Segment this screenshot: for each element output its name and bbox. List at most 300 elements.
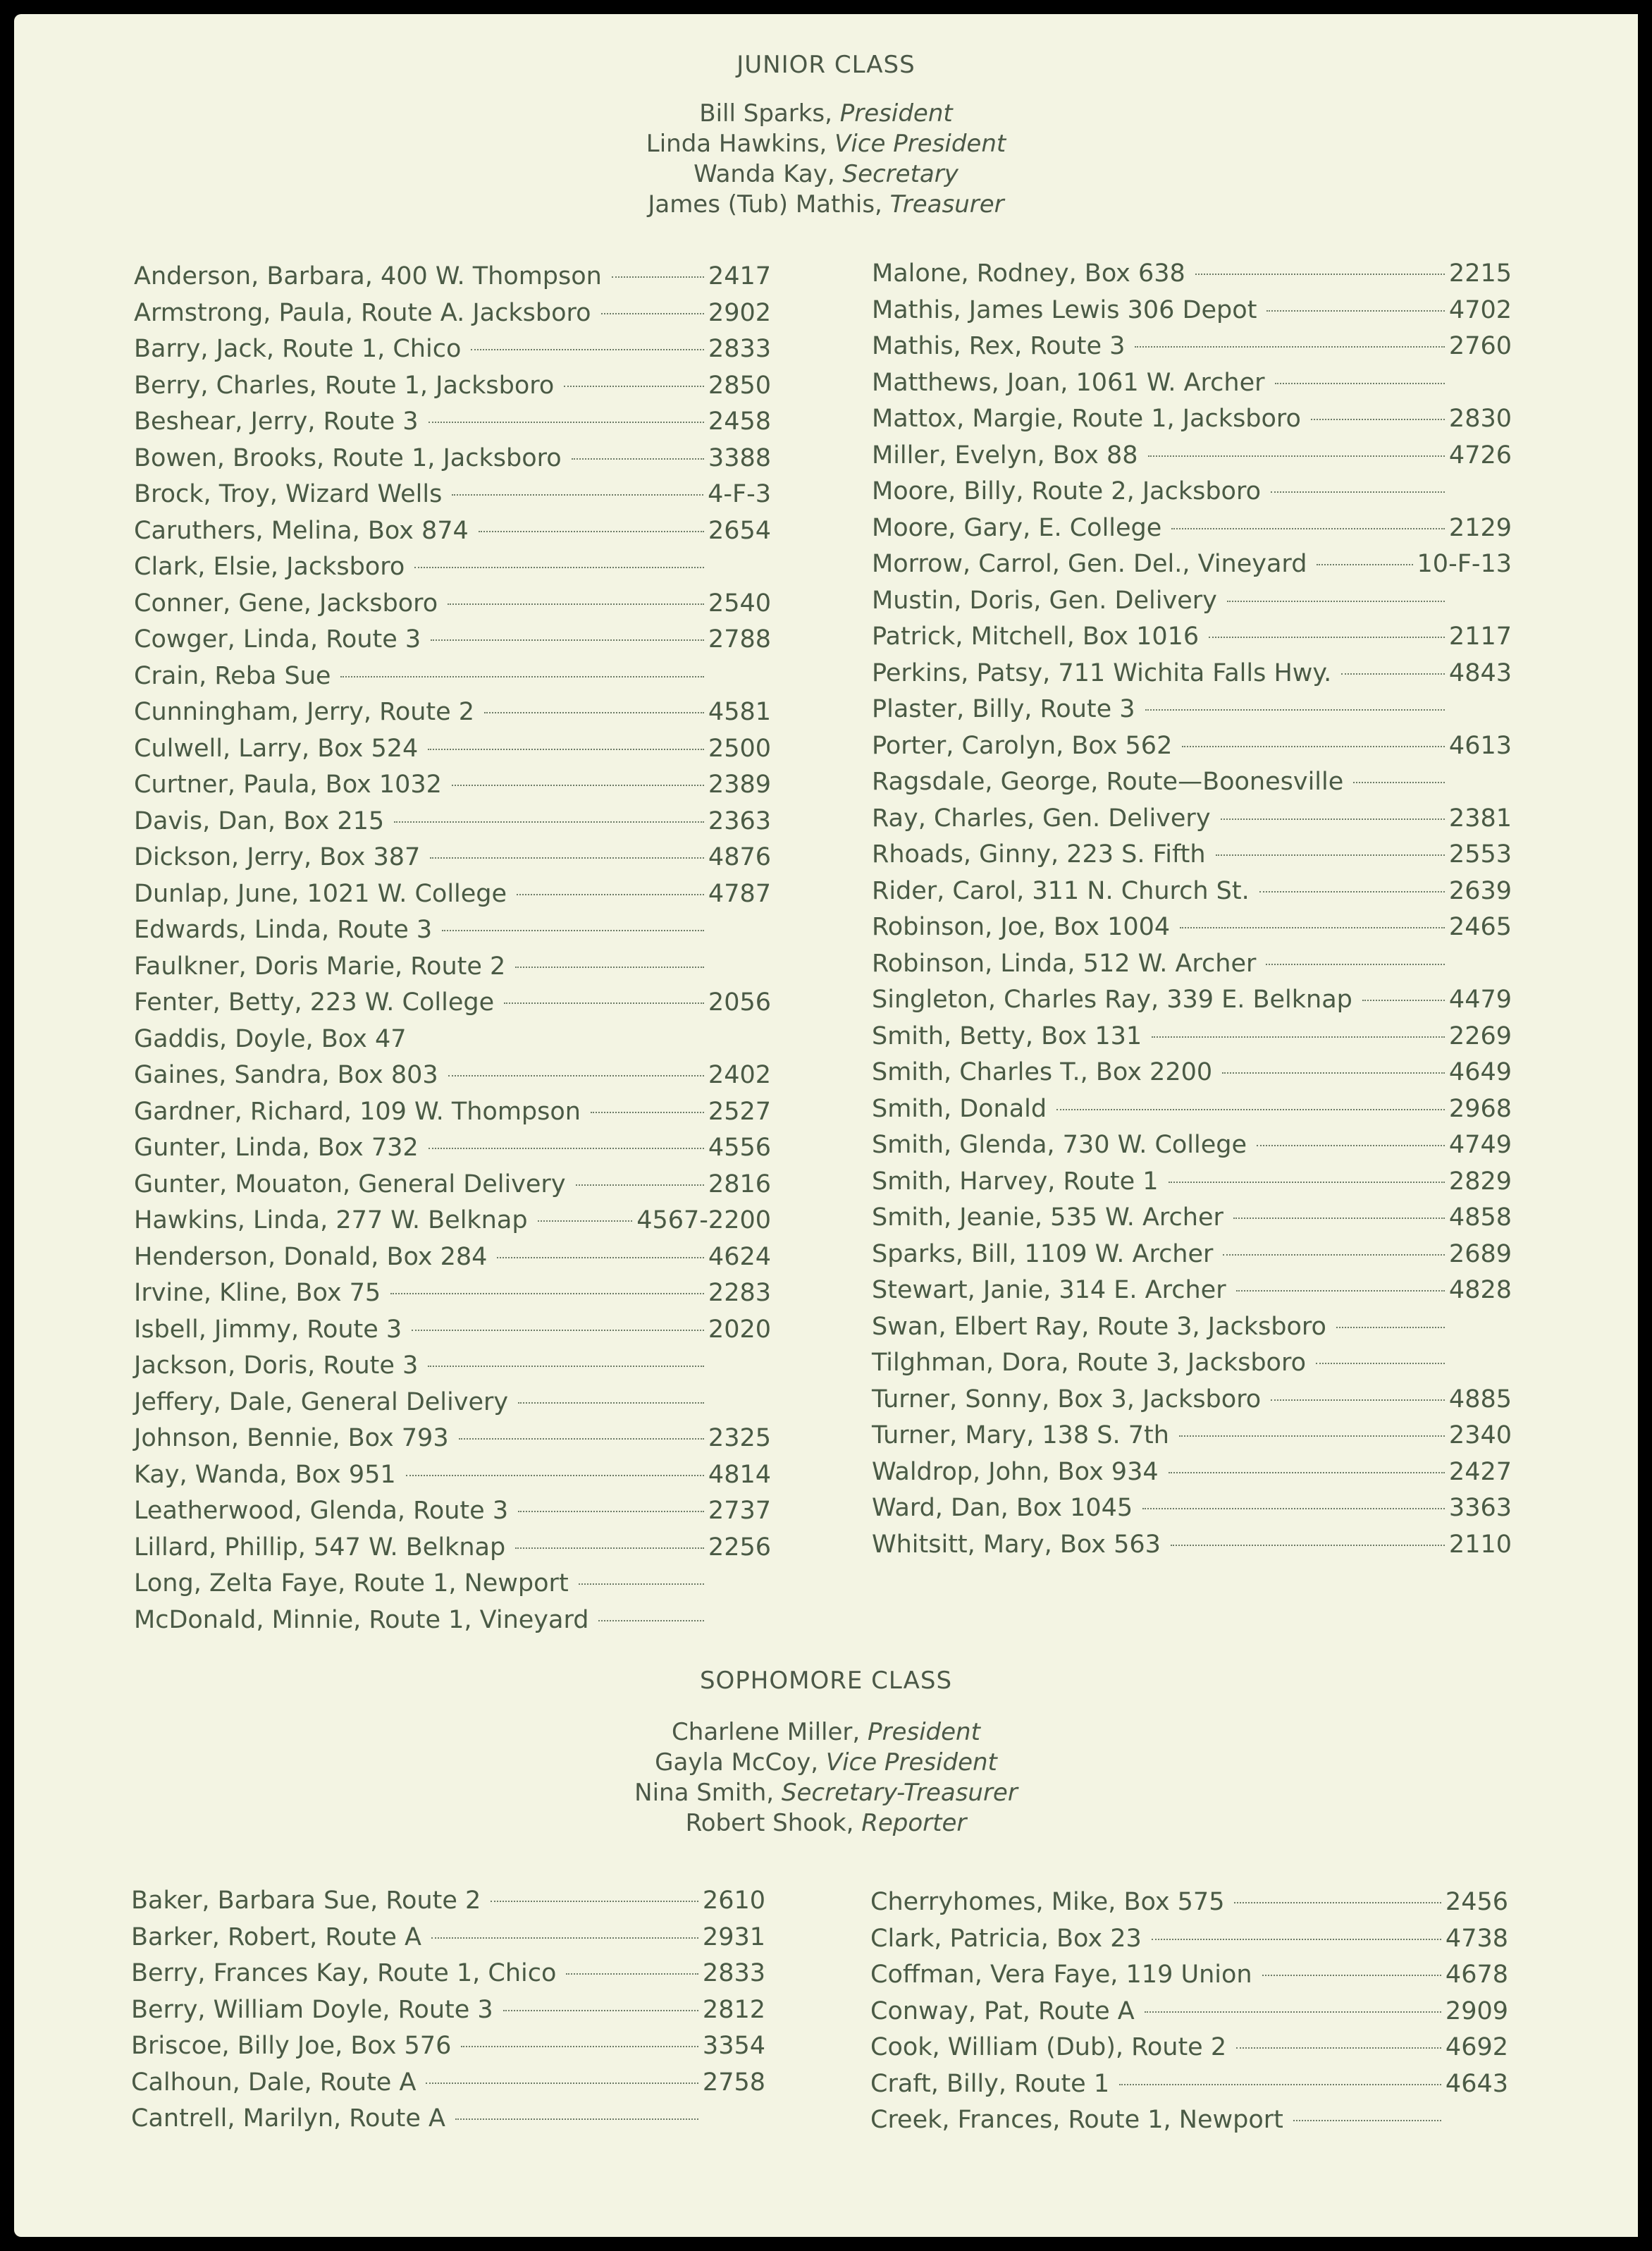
- dot-leader: [442, 930, 704, 931]
- junior-left-column: [134, 259, 771, 1638]
- directory-entry: [134, 731, 771, 768]
- directory-entry: [872, 1019, 1512, 1055]
- directory-entry: [134, 1130, 771, 1167]
- entry-phone: 2553: [1448, 840, 1512, 869]
- entry-phone: 2689: [1448, 1239, 1512, 1268]
- entry-phone: 2056: [708, 988, 771, 1017]
- dot-leader: [1353, 782, 1445, 783]
- entry-phone: 4556: [708, 1134, 771, 1162]
- directory-entry: [131, 2028, 765, 2065]
- entry-name-address: Miller, Evelyn, Box 88: [872, 441, 1138, 470]
- entry-name-address: Cook, William (Dub), Route 2: [870, 2033, 1227, 2061]
- dot-leader: [1271, 491, 1445, 493]
- entry-phone: 2458: [708, 407, 771, 436]
- officer-line: [0, 1748, 1652, 1778]
- entry-name-address: Hawkins, Linda, 277 W. Belknap: [134, 1206, 528, 1234]
- entry-name-address: Ragsdale, George, Route—Boonesville: [872, 768, 1344, 796]
- entry-name-address: Cherryhomes, Mike, Box 575: [870, 1888, 1225, 1916]
- directory-entry: [134, 477, 771, 513]
- directory-entry: [872, 474, 1512, 510]
- entry-phone: 2639: [1448, 876, 1512, 905]
- entry-name-address: Whitsitt, Mary, Box 563: [872, 1530, 1161, 1559]
- dot-leader: [426, 2083, 698, 2084]
- dot-leader: [591, 1112, 704, 1113]
- directory-entry: [131, 1992, 765, 2029]
- entry-name-address: Beshear, Jerry, Route 3: [134, 407, 419, 436]
- entry-phone: 2833: [702, 1959, 765, 1987]
- entry-phone: 2758: [702, 2068, 765, 2097]
- dot-leader: [1145, 2011, 1441, 2013]
- entry-name-address: Perkins, Patsy, 711 Wichita Falls Hwy.: [872, 658, 1332, 687]
- dot-leader: [1316, 1363, 1445, 1364]
- entry-name-address: Berry, William Doyle, Route 3: [131, 1995, 493, 2024]
- directory-entry: [134, 1421, 771, 1457]
- entry-name-address: Cantrell, Marilyn, Route A: [131, 2104, 445, 2133]
- dot-leader: [1336, 1327, 1445, 1328]
- directory-entry: [134, 259, 771, 295]
- officer-line: [0, 190, 1652, 220]
- entry-phone: 3388: [708, 443, 771, 472]
- directory-entry: [872, 401, 1512, 438]
- officer-role: Reporter: [861, 1809, 967, 1837]
- dot-leader: [1216, 854, 1445, 856]
- entry-phone: 4692: [1445, 2033, 1508, 2061]
- dot-leader: [601, 313, 704, 314]
- entry-name-address: Ray, Charles, Gen. Delivery: [872, 804, 1211, 833]
- entry-phone: 4643: [1445, 2069, 1508, 2098]
- entry-phone: 2363: [708, 806, 771, 835]
- entry-name-address: Conway, Pat, Route A: [870, 1997, 1135, 2025]
- entry-phone: 4787: [708, 879, 771, 908]
- entry-name-address: Rhoads, Ginny, 223 S. Fifth: [872, 840, 1206, 869]
- entry-name-address: Stewart, Janie, 314 E. Archer: [872, 1276, 1226, 1304]
- entry-phone: 2340: [1448, 1421, 1512, 1449]
- entry-name-address: Brock, Troy, Wizard Wells: [134, 480, 443, 508]
- entry-name-address: Kay, Wanda, Box 951: [134, 1460, 396, 1489]
- entry-phone: 2540: [708, 589, 771, 618]
- entry-phone: 2129: [1448, 513, 1512, 542]
- entry-name-address: Rider, Carol, 311 N. Church St.: [872, 876, 1250, 905]
- dot-leader: [448, 1075, 704, 1077]
- entry-phone: 4828: [1448, 1276, 1512, 1304]
- directory-entry: [134, 804, 771, 840]
- dot-leader: [1271, 1399, 1445, 1401]
- entry-name-address: Craft, Billy, Route 1: [870, 2069, 1110, 2098]
- directory-entry: [872, 764, 1512, 801]
- entry-name-address: Tilghman, Dora, Route 3, Jacksboro: [872, 1349, 1307, 1377]
- sophomore-left-column: [131, 1883, 765, 2137]
- entry-name-address: Caruthers, Melina, Box 874: [134, 516, 469, 545]
- entry-name-address: Smith, Glenda, 730 W. College: [872, 1131, 1247, 1159]
- entry-phone: 2456: [1445, 1888, 1508, 1916]
- officer-role: Secretary: [842, 160, 958, 188]
- entry-phone: 2829: [1448, 1167, 1512, 1196]
- directory-entry: [872, 982, 1512, 1019]
- dot-leader: [429, 422, 704, 423]
- directory-entry: [870, 2066, 1508, 2103]
- dot-leader: [455, 2118, 698, 2120]
- dot-leader: [428, 1366, 704, 1367]
- entry-name-address: Turner, Sonny, Box 3, Jacksboro: [872, 1385, 1262, 1413]
- sophomore-right-column: [870, 1884, 1508, 2139]
- dot-leader: [1362, 1000, 1445, 1001]
- entry-name-address: Barry, Jack, Route 1, Chico: [134, 335, 462, 363]
- officer-role: President: [839, 99, 953, 128]
- entry-name-address: Briscoe, Billy Joe, Box 576: [131, 2032, 452, 2060]
- directory-entry: [134, 441, 771, 477]
- entry-name-address: Conner, Gene, Jacksboro: [134, 589, 438, 618]
- dot-leader: [566, 1973, 698, 1975]
- directory-entry: [134, 295, 771, 332]
- entry-phone: 2527: [708, 1097, 771, 1126]
- dot-leader: [1221, 818, 1445, 820]
- directory-entry: [870, 1884, 1508, 1921]
- dot-leader: [1119, 2084, 1441, 2085]
- dot-leader: [1275, 383, 1445, 384]
- dot-leader: [452, 494, 703, 496]
- directory-entry: [870, 2102, 1508, 2139]
- entry-name-address: Malone, Rodney, Box 638: [872, 259, 1185, 288]
- directory-entry: [872, 873, 1512, 910]
- dot-leader: [503, 2010, 698, 2011]
- dot-leader: [1259, 891, 1445, 893]
- dot-leader: [1341, 673, 1445, 675]
- officer-role: Vice President: [825, 1748, 997, 1777]
- officer-line: [0, 1808, 1652, 1839]
- entry-name-address: Moore, Billy, Route 2, Jacksboro: [872, 477, 1262, 505]
- entry-name-address: Anderson, Barbara, 400 W. Thompson: [134, 262, 602, 290]
- directory-entry: [872, 1164, 1512, 1201]
- entry-phone: 4479: [1448, 986, 1512, 1014]
- dot-leader: [1227, 601, 1445, 602]
- entry-name-address: Fenter, Betty, 223 W. College: [134, 988, 495, 1017]
- officer-name: Robert Shook,: [685, 1809, 854, 1837]
- dot-leader: [515, 967, 704, 968]
- entry-phone: 2389: [708, 771, 771, 799]
- dot-leader: [429, 1148, 704, 1149]
- directory-entry: [872, 546, 1512, 583]
- entry-phone: 3363: [1448, 1494, 1512, 1522]
- entry-name-address: Cunningham, Jerry, Route 2: [134, 698, 475, 726]
- dot-leader: [1223, 1254, 1445, 1256]
- entry-phone: 2269: [1448, 1022, 1512, 1050]
- entry-phone: 4702: [1448, 295, 1512, 324]
- dot-leader: [1182, 746, 1445, 747]
- entry-name-address: Mathis, Rex, Route 3: [872, 332, 1126, 360]
- directory-entry: [134, 1493, 771, 1530]
- entry-phone: 2788: [708, 625, 771, 654]
- directory-entry: [134, 767, 771, 804]
- directory-entry: [872, 728, 1512, 765]
- directory-entry: [872, 1272, 1512, 1309]
- dot-leader: [484, 712, 704, 713]
- dot-leader: [497, 1257, 703, 1258]
- directory-entry: [872, 1200, 1512, 1237]
- entry-phone: 4613: [1448, 731, 1512, 760]
- entry-name-address: Smith, Jeanie, 535 W. Archer: [872, 1203, 1223, 1232]
- dot-leader: [1142, 1508, 1445, 1509]
- entry-name-address: Dickson, Jerry, Box 387: [134, 843, 421, 871]
- directory-entry: [134, 1239, 771, 1276]
- entry-phone: 2850: [708, 371, 771, 400]
- dot-leader: [538, 1220, 633, 1222]
- sophomore-officers: [0, 1717, 1652, 1839]
- entry-phone: 2325: [708, 1424, 771, 1452]
- entry-name-address: Armstrong, Paula, Route A. Jacksboro: [134, 298, 591, 327]
- directory-entry: [872, 1237, 1512, 1273]
- officer-role: Vice President: [834, 130, 1006, 158]
- entry-name-address: Calhoun, Dale, Route A: [131, 2068, 417, 2097]
- dot-leader: [598, 1620, 704, 1621]
- entry-name-address: Waldrop, John, Box 934: [872, 1457, 1159, 1486]
- dot-leader: [471, 349, 704, 350]
- directory-entry: [131, 2101, 765, 2137]
- dot-leader: [1169, 1182, 1445, 1183]
- entry-phone: 2902: [708, 298, 771, 327]
- dot-leader: [1234, 1902, 1441, 1903]
- entry-phone: 4749: [1448, 1131, 1512, 1159]
- officer-line: [0, 129, 1652, 159]
- entry-name-address: Clark, Patricia, Box 23: [870, 1924, 1142, 1953]
- directory-entry: [131, 1883, 765, 1920]
- directory-entry: [870, 2030, 1508, 2066]
- entry-phone: 2812: [702, 1995, 765, 2024]
- dot-leader: [1152, 1939, 1441, 1940]
- entry-name-address: Davis, Dan, Box 215: [134, 806, 385, 835]
- entry-name-address: Smith, Harvey, Route 1: [872, 1167, 1159, 1196]
- entry-phone: 2816: [708, 1170, 771, 1198]
- entry-name-address: Henderson, Donald, Box 284: [134, 1242, 488, 1271]
- dot-leader: [518, 1402, 704, 1404]
- entry-name-address: Coffman, Vera Faye, 119 Union: [870, 1961, 1252, 1989]
- officer-line: [0, 159, 1652, 190]
- dot-leader: [1236, 2047, 1441, 2049]
- directory-entry: [134, 368, 771, 405]
- dot-leader: [428, 749, 704, 750]
- directory-entry: [872, 801, 1512, 838]
- directory-entry: [134, 1167, 771, 1203]
- dot-leader: [1180, 927, 1445, 928]
- directory-entry: [872, 837, 1512, 873]
- entry-name-address: Gunter, Mouaton, General Delivery: [134, 1170, 566, 1198]
- entry-name-address: Johnson, Bennie, Box 793: [134, 1424, 449, 1452]
- entry-name-address: Gardner, Richard, 109 W. Thompson: [134, 1097, 581, 1126]
- directory-entry: [134, 586, 771, 622]
- entry-name-address: Smith, Charles T., Box 2200: [872, 1058, 1213, 1086]
- dot-leader: [430, 857, 704, 859]
- directory-entry: [872, 1345, 1512, 1382]
- directory-entry: [872, 510, 1512, 547]
- dot-leader: [504, 1002, 704, 1004]
- directory-entry: [134, 1457, 771, 1494]
- directory-entry: [872, 329, 1512, 365]
- dot-leader: [479, 531, 704, 532]
- directory-entry: [872, 1309, 1512, 1346]
- entry-name-address: Robinson, Joe, Box 1004: [872, 913, 1171, 941]
- directory-entry: [872, 583, 1512, 620]
- directory-entry: [134, 1022, 771, 1058]
- entry-name-address: Smith, Donald: [872, 1094, 1047, 1123]
- entry-name-address: Barker, Robert, Route A: [131, 1922, 421, 1951]
- directory-entry: [872, 1418, 1512, 1454]
- entry-name-address: Porter, Carolyn, Box 562: [872, 731, 1173, 760]
- entry-phone: 4858: [1448, 1203, 1512, 1232]
- entry-name-address: Patrick, Mitchell, Box 1016: [872, 622, 1200, 651]
- dot-leader: [612, 276, 704, 278]
- directory-entry: [134, 840, 771, 876]
- dot-leader: [518, 1511, 704, 1512]
- dot-leader: [1148, 455, 1445, 457]
- officer-name: Linda Hawkins,: [646, 130, 827, 158]
- officer-name: James (Tub) Mathis,: [648, 190, 882, 219]
- dot-leader: [572, 458, 704, 460]
- directory-entry: [872, 1091, 1512, 1128]
- dot-leader: [412, 1330, 704, 1331]
- entry-phone: 4814: [708, 1460, 771, 1489]
- entry-phone: 4678: [1445, 1961, 1508, 1989]
- entry-name-address: Curtner, Paula, Box 1032: [134, 771, 442, 799]
- directory-entry: [134, 1385, 771, 1421]
- directory-entry: [134, 1057, 771, 1094]
- directory-entry: [872, 909, 1512, 946]
- entry-name-address: Moore, Gary, E. College: [872, 513, 1162, 542]
- entry-name-address: Gaddis, Doyle, Box 47: [134, 1024, 407, 1053]
- entry-phone: 4843: [1448, 658, 1512, 687]
- entry-name-address: Lillard, Phillip, 547 W. Belknap: [134, 1533, 506, 1562]
- entry-name-address: Ward, Dan, Box 1045: [872, 1494, 1133, 1522]
- dot-leader: [452, 785, 704, 786]
- entry-name-address: Smith, Betty, Box 131: [872, 1022, 1142, 1050]
- entry-name-address: Long, Zelta Faye, Route 1, Newport: [134, 1569, 569, 1597]
- directory-entry: [872, 1490, 1512, 1527]
- officer-name: Charlene Miller,: [672, 1718, 861, 1746]
- directory-entry: [131, 1956, 765, 1992]
- dot-leader: [1311, 419, 1445, 420]
- directory-entry: [134, 985, 771, 1022]
- directory-entry: [872, 946, 1512, 983]
- entry-phone: 4-F-3: [708, 480, 771, 508]
- directory-entry: [134, 331, 771, 368]
- entry-phone: 2427: [1448, 1457, 1512, 1486]
- entry-name-address: Jackson, Doris, Route 3: [134, 1351, 419, 1380]
- dot-leader: [1171, 528, 1445, 529]
- directory-entry: [872, 1127, 1512, 1164]
- directory-entry: [872, 1527, 1512, 1564]
- dot-leader: [576, 1184, 704, 1186]
- entry-phone: 2833: [708, 335, 771, 363]
- entry-name-address: Jeffery, Dale, General Delivery: [134, 1387, 509, 1416]
- dot-leader: [564, 386, 704, 387]
- directory-entry: [872, 1055, 1512, 1091]
- directory-entry: [134, 876, 771, 913]
- sophomore-class-heading: SOPHOMORE CLASS: [699, 1667, 953, 1695]
- dot-leader: [1262, 1975, 1441, 1976]
- entry-phone: 2417: [708, 262, 771, 290]
- dot-leader: [340, 676, 704, 677]
- entry-phone: 2402: [708, 1061, 771, 1089]
- entry-name-address: Faulkner, Doris Marie, Route 2: [134, 952, 506, 981]
- officer-role: Treasurer: [889, 190, 1004, 219]
- entry-name-address: Crain, Reba Sue: [134, 661, 331, 690]
- officer-line: [0, 99, 1652, 129]
- dot-leader: [1209, 637, 1445, 638]
- entry-phone: 2610: [702, 1887, 765, 1915]
- entry-phone: 2760: [1448, 332, 1512, 360]
- directory-entry: [134, 1348, 771, 1385]
- directory-entry: [134, 658, 771, 695]
- officer-line: [0, 1778, 1652, 1808]
- dot-leader: [394, 821, 704, 823]
- dot-leader: [1236, 1290, 1445, 1292]
- directory-entry: [134, 622, 771, 658]
- entry-name-address: Gunter, Linda, Box 732: [134, 1134, 419, 1162]
- entry-phone: 2654: [708, 516, 771, 545]
- entry-name-address: Cowger, Linda, Route 3: [134, 625, 421, 654]
- entry-phone: 2968: [1448, 1094, 1512, 1123]
- directory-entry: [134, 549, 771, 586]
- entry-name-address: Clark, Elsie, Jacksboro: [134, 553, 405, 581]
- dot-leader: [461, 2046, 698, 2047]
- entry-phone: 3354: [702, 2032, 765, 2060]
- entry-phone: 4726: [1448, 441, 1512, 470]
- entry-phone: 2110: [1448, 1530, 1512, 1559]
- directory-entry: [134, 1312, 771, 1349]
- directory-entry: [134, 1566, 771, 1602]
- entry-phone: 2909: [1445, 1997, 1508, 2025]
- directory-entry: [870, 1921, 1508, 1958]
- officer-role: Secretary-Treasurer: [781, 1779, 1018, 1807]
- entry-phone: 4885: [1448, 1385, 1512, 1413]
- dot-leader: [1056, 1109, 1445, 1110]
- entry-phone: 2215: [1448, 259, 1512, 288]
- entry-phone: 4649: [1448, 1058, 1512, 1086]
- directory-entry: [872, 692, 1512, 728]
- directory-entry: [872, 1382, 1512, 1418]
- directory-entry: [134, 1094, 771, 1131]
- officer-name: Wanda Kay,: [694, 160, 835, 188]
- entry-name-address: Turner, Mary, 138 S. 7th: [872, 1421, 1169, 1449]
- entry-name-address: Irvine, Kline, Box 75: [134, 1279, 381, 1307]
- dot-leader: [1135, 346, 1445, 348]
- directory-entry: [134, 912, 771, 949]
- dot-leader: [448, 603, 704, 605]
- junior-class-heading: JUNIOR CLASS: [736, 51, 916, 79]
- entry-name-address: Gaines, Sandra, Box 803: [134, 1061, 438, 1089]
- dot-leader: [1317, 564, 1412, 565]
- directory-entry: [872, 365, 1512, 402]
- directory-entry: [870, 1957, 1508, 1994]
- dot-leader: [390, 1293, 704, 1294]
- directory-entry: [134, 513, 771, 550]
- dot-leader: [414, 567, 704, 568]
- entry-phone: 2256: [708, 1533, 771, 1562]
- dot-leader: [515, 1547, 704, 1549]
- directory-entry: [872, 293, 1512, 329]
- directory-entry: [872, 256, 1512, 293]
- entry-phone: 4624: [708, 1242, 771, 1271]
- junior-right-column: [872, 256, 1512, 1563]
- directory-entry: [870, 1994, 1508, 2030]
- entry-phone: 2381: [1448, 804, 1512, 833]
- entry-phone: 2117: [1448, 622, 1512, 651]
- entry-name-address: Berry, Charles, Route 1, Jacksboro: [134, 371, 555, 400]
- entry-name-address: Plaster, Billy, Route 3: [872, 695, 1135, 723]
- dot-leader: [1171, 1545, 1445, 1546]
- entry-phone: 4567-2200: [636, 1206, 771, 1234]
- entry-name-address: Robinson, Linda, 512 W. Archer: [872, 949, 1257, 978]
- entry-name-address: Edwards, Linda, Route 3: [134, 916, 433, 944]
- entry-phone: 2465: [1448, 913, 1512, 941]
